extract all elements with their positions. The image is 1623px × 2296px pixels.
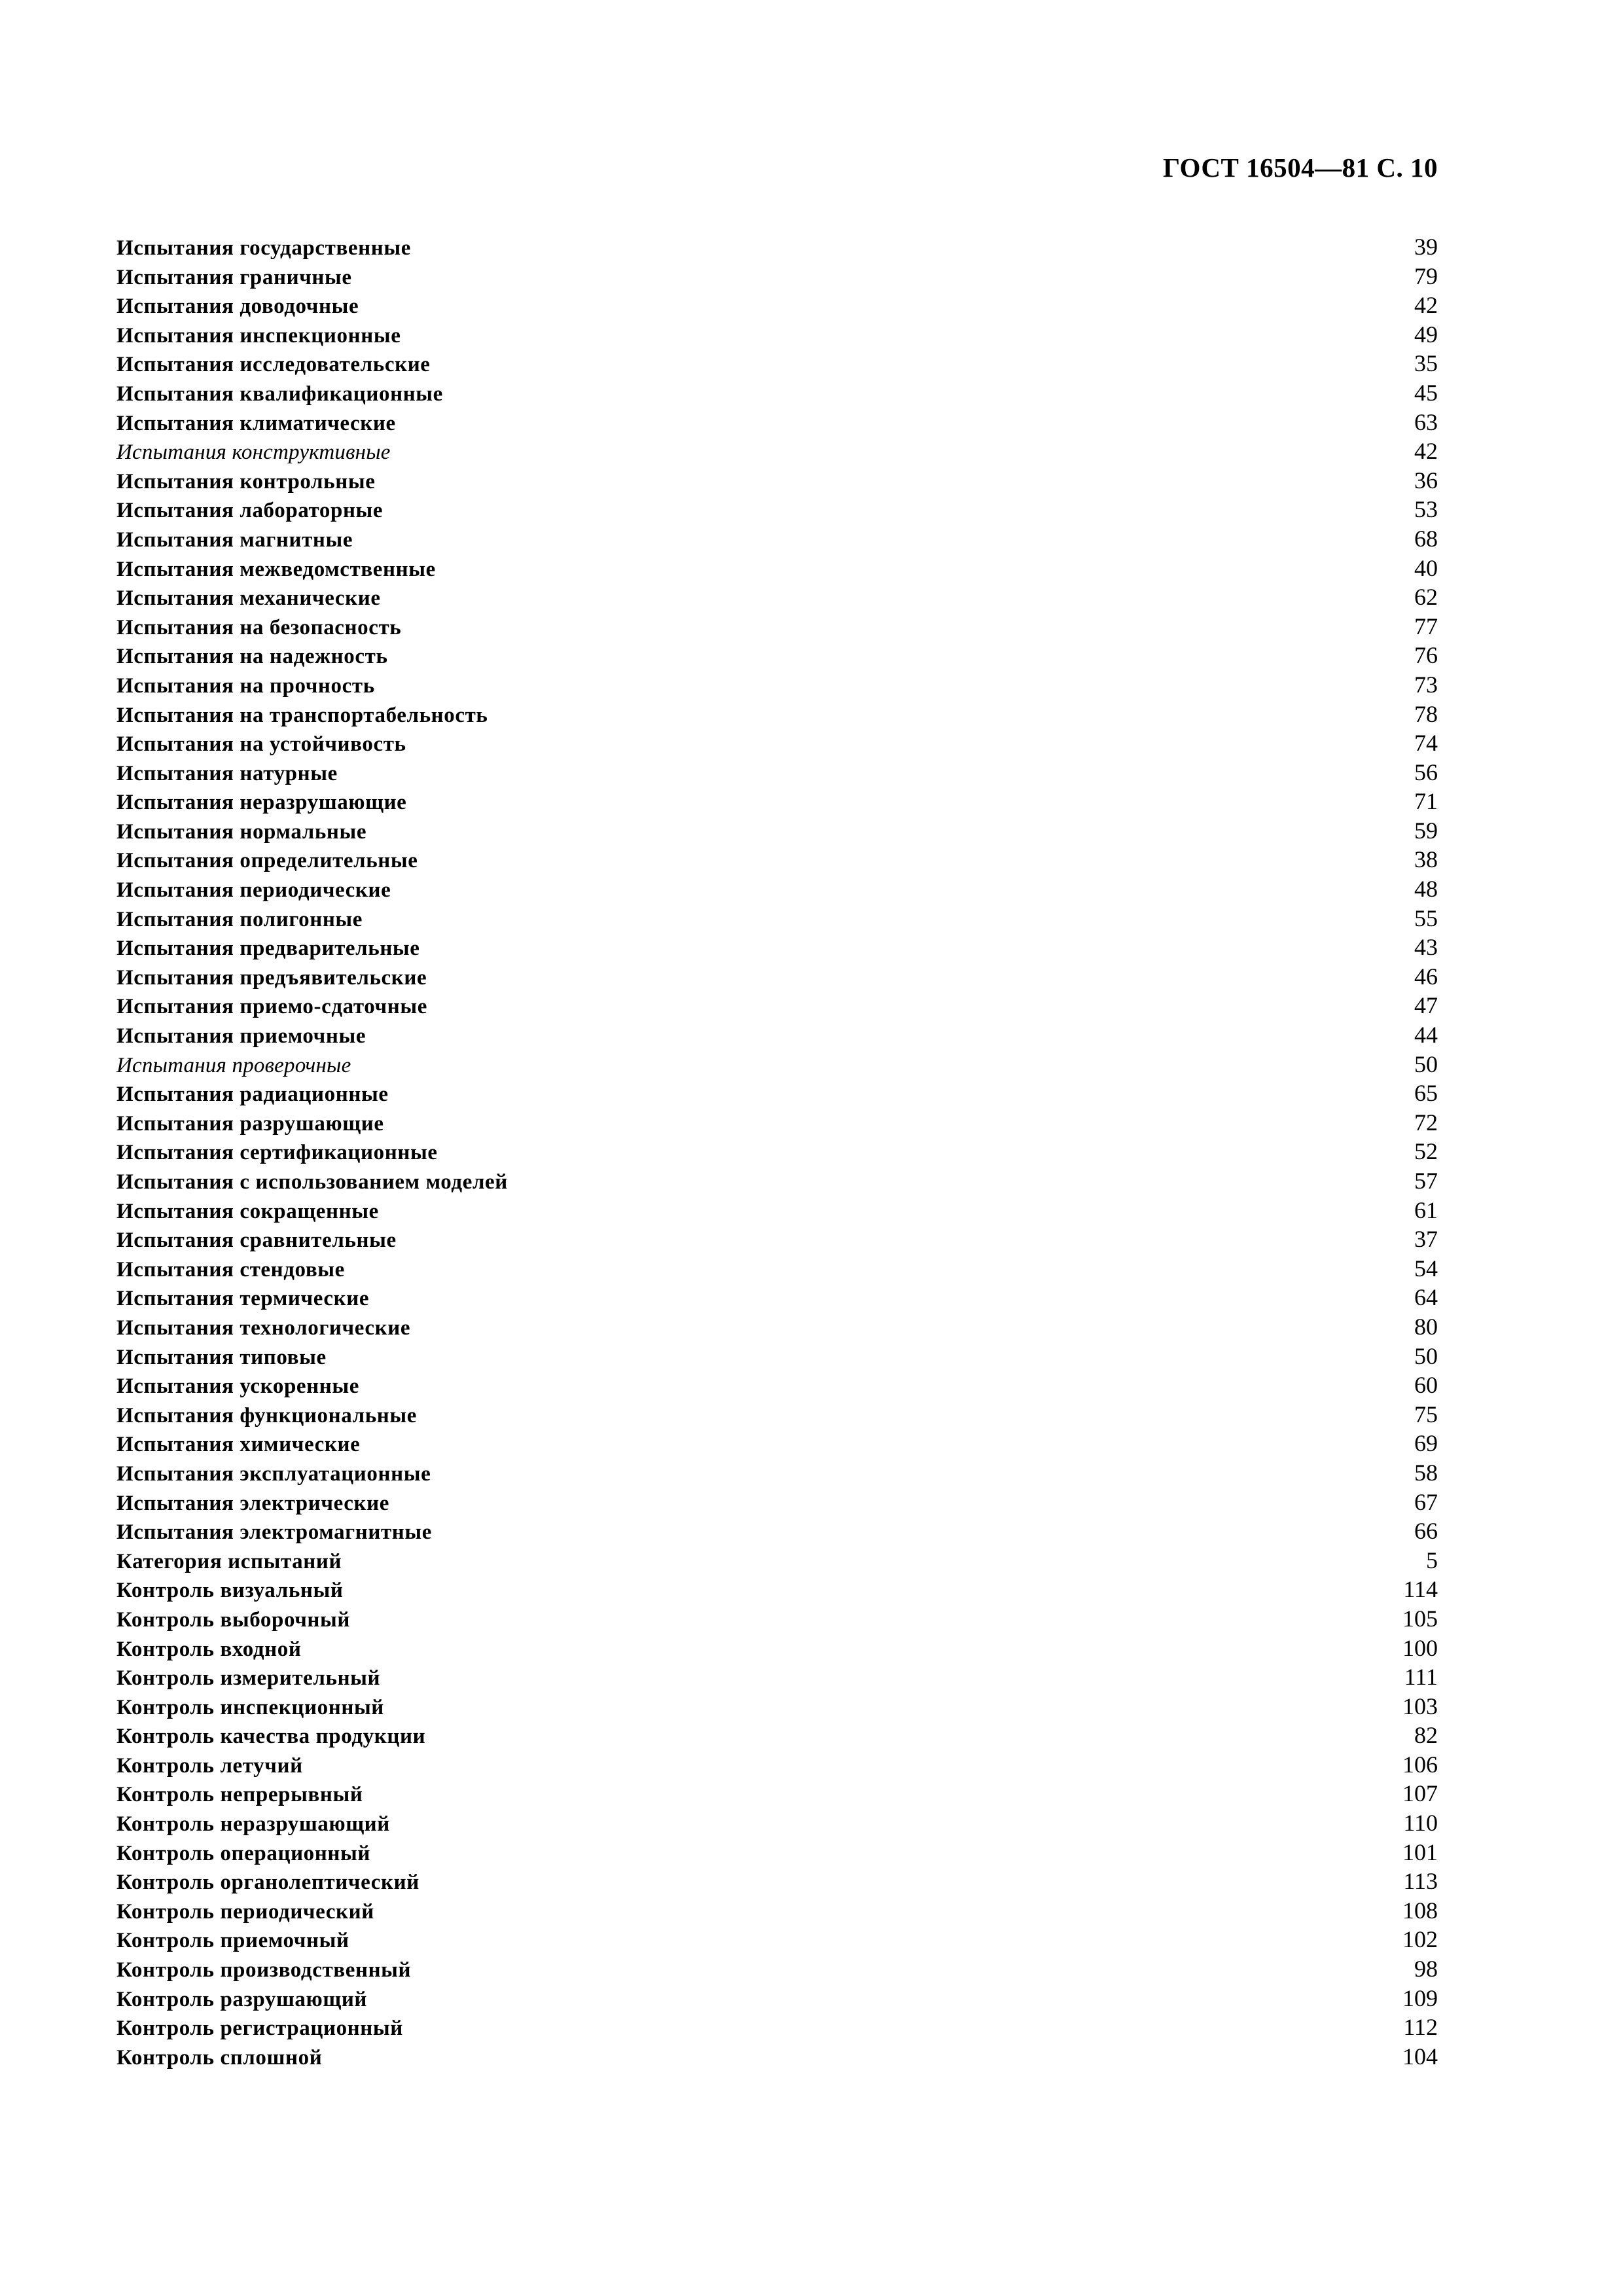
index-entry (116, 1721, 1438, 1750)
index-entry (116, 1925, 1438, 1954)
index-term: Испытания предъявительские (116, 965, 427, 990)
index-term: Испытания сертификационные (116, 1141, 438, 1165)
index-term-number: 54 (1414, 1255, 1438, 1282)
index-entry (116, 1020, 1438, 1050)
index-term: Контроль качества продукции (116, 1725, 426, 1749)
index-entry (116, 991, 1438, 1020)
index-entry (116, 524, 1438, 554)
index-entry (116, 349, 1438, 378)
index-term-number: 64 (1414, 1284, 1438, 1311)
index-entry (116, 466, 1438, 495)
index-term-number: 76 (1414, 642, 1438, 669)
index-entry (116, 612, 1438, 641)
index-term-number: 56 (1414, 759, 1438, 785)
index-term-number: 49 (1414, 321, 1438, 348)
index-term: Испытания разрушающие (116, 1111, 384, 1136)
index-term-number: 71 (1414, 788, 1438, 815)
index-term-number: 55 (1414, 905, 1438, 931)
index-term-number: 50 (1414, 1050, 1438, 1077)
index-term: Испытания ускоренные (116, 1374, 359, 1399)
index-entry (116, 554, 1438, 583)
index-term-number: 108 (1402, 1897, 1438, 1924)
index-entry (116, 1604, 1438, 1634)
index-term-number: 112 (1403, 2014, 1438, 2041)
index-term: Испытания контрольные (116, 469, 376, 493)
index-term: Испытания натурные (116, 761, 338, 785)
index-term: Испытания на устойчивость (116, 732, 406, 757)
index-term: Контроль инспекционный (116, 1695, 384, 1719)
index-entry (116, 583, 1438, 612)
index-entry (116, 1662, 1438, 1692)
index-term-number: 50 (1414, 1342, 1438, 1369)
index-entry (116, 1488, 1438, 1517)
index-term: Контроль операционный (116, 1841, 370, 1865)
index-term: Контроль выборочный (116, 1607, 350, 1632)
index-entry (116, 758, 1438, 787)
index-entry (116, 670, 1438, 700)
index-term: Испытания квалификационные (116, 382, 443, 406)
index-term-number: 114 (1403, 1576, 1438, 1603)
index-term: Контроль разрушающий (116, 1987, 368, 2011)
index-entry (116, 700, 1438, 729)
index-entry (116, 437, 1438, 466)
index-term-number: 110 (1403, 1810, 1438, 1837)
index-term: Испытания радиационные (116, 1083, 389, 1107)
index-term-number: 105 (1402, 1605, 1438, 1632)
index-term: Контроль измерительный (116, 1666, 381, 1691)
index-entry (116, 1254, 1438, 1283)
index-term-number: 42 (1414, 292, 1438, 319)
index-term-number: 59 (1414, 817, 1438, 844)
index-entry (116, 874, 1438, 904)
index-term-number: 69 (1414, 1430, 1438, 1457)
index-term: Испытания функциональные (116, 1403, 417, 1427)
index-term-number: 43 (1414, 934, 1438, 961)
index-term: Испытания на транспортабельность (116, 703, 488, 727)
index-entry (116, 1779, 1438, 1808)
index-term: Испытания электрические (116, 1491, 389, 1515)
index-term: Испытания приемо-сдаточные (116, 995, 427, 1019)
index-term-number: 73 (1414, 671, 1438, 698)
index-term-number: 103 (1402, 1693, 1438, 1719)
index-term-number: 37 (1414, 1226, 1438, 1253)
index-term: Контроль летучий (116, 1753, 303, 1778)
index-term-number: 35 (1414, 350, 1438, 377)
index-entry (116, 495, 1438, 524)
index-term-number: 36 (1414, 467, 1438, 493)
index-term: Испытания доводочные (116, 295, 359, 319)
index-term: Испытания нормальные (116, 819, 367, 844)
index-term-number: 40 (1414, 554, 1438, 581)
index-term: Контроль производственный (116, 1958, 412, 1982)
index-term: Испытания магнитные (116, 528, 353, 552)
index-term-number: 107 (1402, 1780, 1438, 1807)
index-entry (116, 1050, 1438, 1079)
index-entry (116, 1371, 1438, 1400)
index-entry (116, 845, 1438, 874)
index-term: Испытания химические (116, 1433, 361, 1457)
index-term-number: 72 (1414, 1109, 1438, 1136)
index-term-number: 65 (1414, 1080, 1438, 1107)
index-entry (116, 1954, 1438, 1984)
index-entry (116, 378, 1438, 408)
index-term-number: 98 (1414, 1956, 1438, 1982)
index-term-number: 113 (1403, 1868, 1438, 1895)
index-entry (116, 1984, 1438, 2013)
index-term: Контроль непрерывный (116, 1783, 363, 1807)
index-term: Испытания на надежность (116, 645, 388, 669)
index-entry (116, 1108, 1438, 1138)
page-header: ГОСТ 16504—81 С. 10 (1162, 152, 1438, 183)
index-term: Испытания лабораторные (116, 499, 383, 523)
index-entry (116, 1867, 1438, 1896)
index-term: Контроль сплошной (116, 2045, 323, 2070)
index-entry (116, 1079, 1438, 1108)
index-term: Контроль органолептический (116, 1871, 419, 1895)
index-entry (116, 1838, 1438, 1867)
index-entry (116, 408, 1438, 437)
index-term-number: 44 (1414, 1022, 1438, 1049)
index-term-number: 101 (1402, 1839, 1438, 1865)
index-term-number: 75 (1414, 1401, 1438, 1427)
index-term: Испытания сокращенные (116, 1199, 379, 1223)
index-entry (116, 641, 1438, 670)
index-term: Испытания типовые (116, 1345, 327, 1369)
index-term: Категория испытаний (116, 1549, 342, 1573)
index-entry (116, 1137, 1438, 1166)
index-term: Контроль периодический (116, 1899, 374, 1924)
index-term-number: 48 (1414, 876, 1438, 903)
index-entry (116, 2042, 1438, 2072)
index-entry (116, 1546, 1438, 1575)
index-entry (116, 728, 1438, 758)
index-entry (116, 1283, 1438, 1312)
index-term: Испытания механические (116, 586, 381, 611)
index-term: Испытания технологические (116, 1316, 411, 1340)
index-entry (116, 1692, 1438, 1721)
index-entry (116, 962, 1438, 992)
index-term: Испытания на прочность (116, 673, 375, 698)
index-term-number: 38 (1414, 846, 1438, 873)
index-entry (116, 320, 1438, 350)
index-term: Испытания на безопасность (116, 615, 402, 639)
index-term-number: 61 (1414, 1196, 1438, 1223)
index-term: Испытания полигонные (116, 907, 363, 931)
index-entry (116, 1634, 1438, 1663)
index-entry (116, 1808, 1438, 1838)
index-entry (116, 1516, 1438, 1546)
index-term-number: 47 (1414, 992, 1438, 1019)
index-term-number: 68 (1414, 525, 1438, 552)
index-entry (116, 1429, 1438, 1458)
index-term: Испытания термические (116, 1287, 370, 1311)
index-entry (116, 1312, 1438, 1342)
index-term: Испытания инспекционные (116, 323, 401, 348)
index-term-number: 77 (1414, 613, 1438, 639)
index-entry (116, 933, 1438, 962)
index-term-number: 39 (1414, 234, 1438, 260)
index-term: Испытания приемочные (116, 1024, 366, 1049)
index-entry (116, 291, 1438, 320)
index-entry (116, 2013, 1438, 2042)
index-term-number: 104 (1402, 2043, 1438, 2070)
index-entry (116, 1225, 1438, 1254)
index-term: Испытания определительные (116, 849, 418, 873)
index-term-number: 100 (1402, 1634, 1438, 1661)
index-term: Испытания проверочные (116, 1053, 351, 1077)
index-term: Испытания предварительные (116, 937, 420, 961)
index-term-number: 102 (1402, 1926, 1438, 1953)
index-entry (116, 1896, 1438, 1926)
index-entry (116, 1342, 1438, 1371)
index-term-number: 57 (1414, 1168, 1438, 1194)
index-entry (116, 787, 1438, 816)
index-entry (116, 1166, 1438, 1196)
index-term-number: 82 (1414, 1722, 1438, 1749)
index-term: Испытания климатические (116, 411, 396, 435)
index-term-number: 109 (1402, 1984, 1438, 2011)
index-term: Контроль регистрационный (116, 2017, 403, 2041)
index-term-number: 58 (1414, 1459, 1438, 1486)
index-term: Испытания стендовые (116, 1257, 345, 1282)
index-term: Испытания периодические (116, 878, 391, 903)
index-entry (116, 1575, 1438, 1604)
index-term-number: 111 (1404, 1664, 1438, 1691)
term-index-list (116, 232, 1438, 2071)
index-term: Испытания неразрушающие (116, 791, 407, 815)
index-term-number: 67 (1414, 1488, 1438, 1515)
index-term-number: 79 (1414, 262, 1438, 289)
index-term-number: 74 (1414, 730, 1438, 757)
index-term-number: 106 (1402, 1751, 1438, 1778)
index-term: Испытания конструктивные (116, 440, 391, 465)
index-term-number: 5 (1426, 1547, 1438, 1573)
index-term: Испытания исследовательские (116, 353, 431, 377)
index-term-number: 42 (1414, 438, 1438, 465)
index-term-number: 62 (1414, 584, 1438, 611)
index-term-number: 52 (1414, 1138, 1438, 1165)
index-term: Испытания с использованием моделей (116, 1170, 508, 1194)
index-term: Испытания межведомственные (116, 557, 436, 581)
index-entry (116, 262, 1438, 291)
index-entry (116, 1400, 1438, 1429)
index-term-number: 60 (1414, 1372, 1438, 1399)
index-term: Испытания граничные (116, 265, 352, 289)
index-entry (116, 1750, 1438, 1780)
index-entry (116, 904, 1438, 933)
index-term-number: 45 (1414, 379, 1438, 406)
index-entry (116, 816, 1438, 846)
index-term: Контроль неразрушающий (116, 1812, 390, 1837)
index-term: Контроль визуальный (116, 1579, 344, 1603)
index-entry (116, 1458, 1438, 1488)
index-term-number: 63 (1414, 408, 1438, 435)
index-term: Испытания электромагнитные (116, 1520, 433, 1545)
index-term: Испытания государственные (116, 236, 411, 260)
index-entry (116, 1196, 1438, 1225)
index-term-number: 66 (1414, 1518, 1438, 1545)
index-term: Испытания сравнительные (116, 1229, 397, 1253)
index-term: Контроль приемочный (116, 1929, 349, 1953)
index-term: Контроль входной (116, 1637, 302, 1661)
index-term-number: 46 (1414, 963, 1438, 990)
index-entry (116, 232, 1438, 262)
index-term-number: 78 (1414, 700, 1438, 727)
index-term-number: 53 (1414, 496, 1438, 523)
index-term: Испытания эксплуатационные (116, 1462, 431, 1486)
index-term-number: 80 (1414, 1313, 1438, 1340)
